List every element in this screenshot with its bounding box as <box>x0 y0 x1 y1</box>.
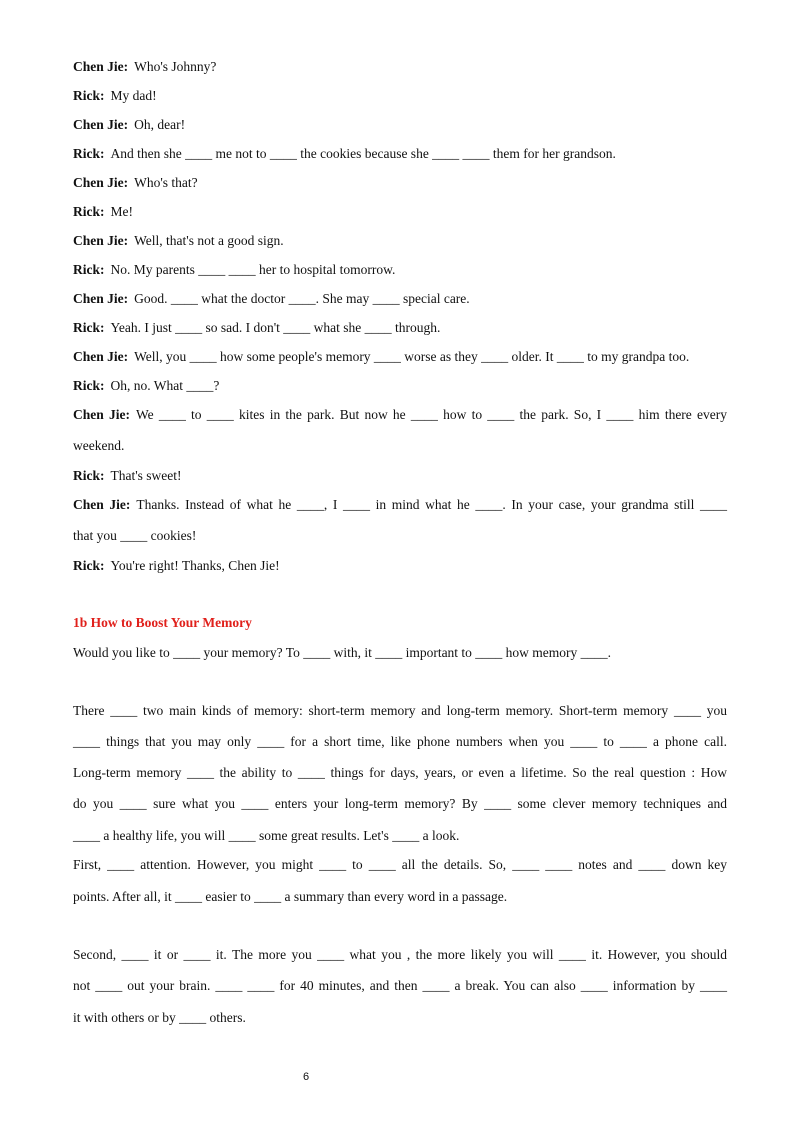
speaker-name: Chen Jie: <box>73 407 130 422</box>
dialogue-line <box>73 497 727 513</box>
speaker-name: Chen Jie: <box>73 175 129 190</box>
dialogue-text: That's sweet! <box>110 468 182 483</box>
passage-line: Would you like to ____ your memory? To ____ with, it ____ important to ____ how memory ____. <box>73 645 612 660</box>
dialogue-line <box>73 262 727 278</box>
dialogue-line <box>73 204 727 220</box>
dialogue-line <box>73 88 727 104</box>
dialogue-text: My dad! <box>110 88 157 103</box>
passage-line: There ____ two main kinds of memory: short-term memory and long-term memory. Short-term memory ____ you <box>73 703 727 718</box>
dialogue-line <box>73 349 727 365</box>
passage-line: Second, ____ it or ____ it. The more you ____ what you , the more likely you will ____ it. However, you should <box>73 947 727 962</box>
speaker-name: Rick: <box>73 468 105 483</box>
speaker-name: Rick: <box>73 320 105 335</box>
speaker-name: Chen Jie: <box>73 59 129 74</box>
dialogue-text: We ____ to ____ kites in the park. But now he ____ how to ____ the park. So, I ____ him there every <box>135 407 727 422</box>
speaker-name: Rick: <box>73 262 105 277</box>
dialogue-line <box>73 175 727 191</box>
dialogue-line <box>73 558 727 574</box>
dialogue-continuation: weekend. <box>73 438 125 453</box>
passage-line: it with others or by ____ others. <box>73 1010 246 1025</box>
dialogue-line <box>73 59 727 75</box>
speaker-name: Chen Jie: <box>73 349 129 364</box>
dialogue-text: Yeah. I just ____ so sad. I don't ____ what she ____ through. <box>110 320 441 335</box>
dialogue-line <box>73 407 727 423</box>
dialogue-text: No. My parents ____ ____ her to hospital tomorrow. <box>110 262 396 277</box>
dialogue-text: Thanks. Instead of what he ____, I ____ in mind what he ____. In your case, your grandma still ____ <box>136 497 728 512</box>
passage-line: points. After all, it ____ easier to ____ a summary than every word in a passage. <box>73 889 508 904</box>
dialogue-text: And then she ____ me not to ____ the cookies because she ____ ____ them for her grandson. <box>110 146 616 161</box>
dialogue-text: You're right! Thanks, Chen Jie! <box>110 558 280 573</box>
passage-line: ____ a healthy life, you will ____ some great results. Let's ____ a look. <box>73 828 460 843</box>
passage-line: Long-term memory ____ the ability to ____ things for days, years, or even a lifetime. So the real question : How <box>73 765 727 780</box>
speaker-name: Rick: <box>73 88 105 103</box>
dialogue-text: Oh, dear! <box>134 117 186 132</box>
passage-line: First, ____ attention. However, you might ____ to ____ all the details. So, ____ ____ notes and ____ down key <box>73 857 727 872</box>
section-title: 1b How to Boost Your Memory <box>73 615 252 630</box>
speaker-name: Chen Jie: <box>73 233 129 248</box>
dialogue-text: Who's that? <box>134 175 198 190</box>
speaker-name: Chen Jie: <box>73 117 129 132</box>
passage-line: ____ things that you may only ____ for a short time, like phone numbers when you ____ to ____ a phone call. <box>73 734 727 749</box>
dialogue-continuation: that you ____ cookies! <box>73 528 197 543</box>
dialogue-line <box>73 291 727 307</box>
speaker-name: Rick: <box>73 378 105 393</box>
page-number: 6 <box>302 1071 310 1083</box>
dialogue-text: Well, you ____ how some people's memory ____ worse as they ____ older. It ____ to my grandpa too. <box>134 349 690 364</box>
speaker-name: Chen Jie: <box>73 497 131 512</box>
dialogue-text: Oh, no. What ____? <box>110 378 220 393</box>
passage-line: do you ____ sure what you ____ enters your long-term memory? By ____ some clever memory techniques and <box>73 796 727 811</box>
dialogue-line <box>73 378 727 394</box>
dialogue-text: Who's Johnny? <box>134 59 217 74</box>
dialogue-text: Good. ____ what the doctor ____. She may ____ special care. <box>134 291 470 306</box>
speaker-name: Rick: <box>73 146 105 161</box>
dialogue-text: Well, that's not a good sign. <box>134 233 284 248</box>
speaker-name: Chen Jie: <box>73 291 129 306</box>
speaker-name: Rick: <box>73 204 105 219</box>
dialogue-line <box>73 468 727 484</box>
dialogue-line <box>73 233 727 249</box>
dialogue-line <box>73 146 727 162</box>
dialogue-line <box>73 117 727 133</box>
dialogue-line <box>73 320 727 336</box>
dialogue-text: Me! <box>110 204 133 219</box>
speaker-name: Rick: <box>73 558 105 573</box>
passage-line: not ____ out your brain. ____ ____ for 40 minutes, and then ____ a break. You can also ____ information by ____ <box>73 978 727 993</box>
